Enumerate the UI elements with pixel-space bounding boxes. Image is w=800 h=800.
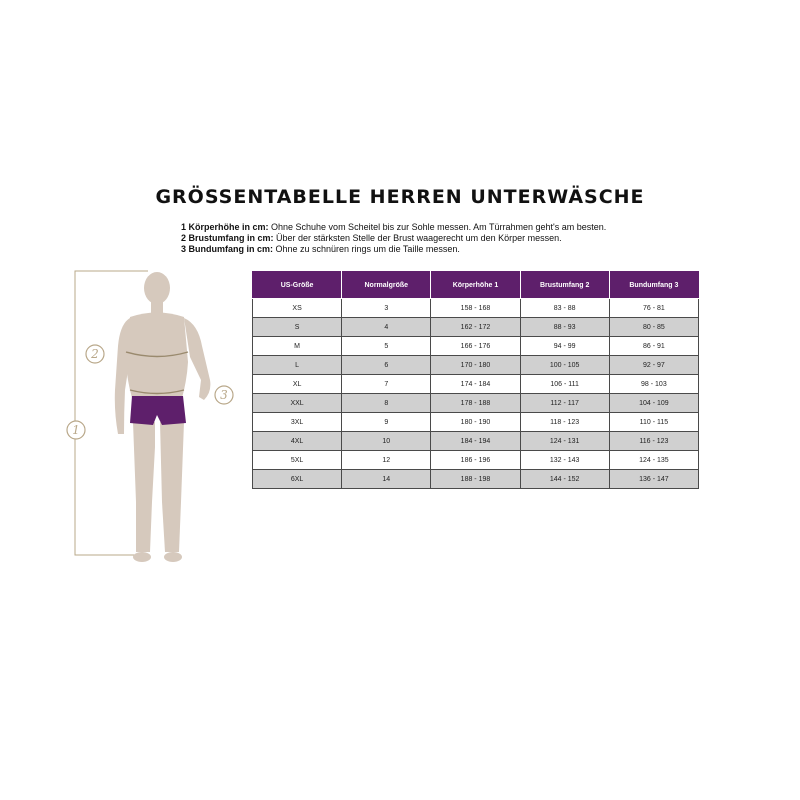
cell-waist: 104 - 109: [609, 394, 698, 413]
cell-body-height: 184 - 194: [431, 432, 520, 451]
man-silhouette-illustration: [60, 262, 250, 572]
column-header-chest: Brustumfang 2: [520, 272, 609, 299]
note-text: Ohne zu schnüren rings um die Taille messen.: [273, 244, 460, 254]
cell-body-height: 166 - 176: [431, 337, 520, 356]
page-title: GRÖSSENTABELLE HERREN UNTERWÄSCHE: [155, 186, 645, 208]
cell-chest: 100 - 105: [520, 356, 609, 375]
column-header-us-size: US-Größe: [253, 272, 342, 299]
note-label: 1 Körperhöhe in cm:: [181, 222, 269, 232]
cell-us-size: L: [253, 356, 342, 375]
size-table: [252, 271, 699, 489]
cell-waist: 80 - 85: [609, 318, 698, 337]
marker-2-label: 2: [91, 347, 99, 361]
cell-waist: 76 - 81: [609, 299, 698, 318]
table-row: [253, 337, 699, 356]
cell-waist: 86 - 91: [609, 337, 698, 356]
marker-3-label: 3: [220, 388, 228, 402]
cell-us-size: 5XL: [253, 451, 342, 470]
cell-us-size: XS: [253, 299, 342, 318]
cell-normal-size: 5: [342, 337, 431, 356]
cell-us-size: XL: [253, 375, 342, 394]
note-text: Über der stärksten Stelle der Brust waagerecht um den Körper messen.: [273, 233, 562, 243]
cell-chest: 132 - 143: [520, 451, 609, 470]
note-body-height: [181, 222, 606, 233]
cell-body-height: 188 - 198: [431, 470, 520, 489]
cell-us-size: M: [253, 337, 342, 356]
cell-chest: 118 - 123: [520, 413, 609, 432]
column-header-waist: Bundumfang 3: [609, 272, 698, 299]
table-header-row: [253, 272, 699, 299]
cell-normal-size: 8: [342, 394, 431, 413]
note-waist: [181, 244, 606, 255]
cell-normal-size: 12: [342, 451, 431, 470]
cell-normal-size: 6: [342, 356, 431, 375]
note-chest: [181, 233, 606, 244]
cell-us-size: 6XL: [253, 470, 342, 489]
cell-waist: 98 - 103: [609, 375, 698, 394]
cell-normal-size: 4: [342, 318, 431, 337]
cell-us-size: 3XL: [253, 413, 342, 432]
cell-waist: 110 - 115: [609, 413, 698, 432]
cell-body-height: 186 - 196: [431, 451, 520, 470]
cell-normal-size: 9: [342, 413, 431, 432]
table-row: [253, 451, 699, 470]
body-measurement-figure: [60, 262, 250, 572]
cell-waist: 116 - 123: [609, 432, 698, 451]
cell-waist: 124 - 135: [609, 451, 698, 470]
table-row: [253, 375, 699, 394]
cell-normal-size: 7: [342, 375, 431, 394]
cell-chest: 144 - 152: [520, 470, 609, 489]
cell-normal-size: 10: [342, 432, 431, 451]
cell-body-height: 180 - 190: [431, 413, 520, 432]
table-row: [253, 394, 699, 413]
table-row: [253, 432, 699, 451]
note-label: 3 Bundumfang in cm:: [181, 244, 273, 254]
cell-body-height: 170 - 180: [431, 356, 520, 375]
cell-chest: 124 - 131: [520, 432, 609, 451]
table-row: [253, 356, 699, 375]
cell-chest: 88 - 93: [520, 318, 609, 337]
cell-us-size: XXL: [253, 394, 342, 413]
table-row: [253, 413, 699, 432]
table-row: [253, 299, 699, 318]
cell-normal-size: 14: [342, 470, 431, 489]
marker-1-label: 1: [72, 423, 80, 437]
table-row: [253, 318, 699, 337]
cell-chest: 83 - 88: [520, 299, 609, 318]
cell-body-height: 158 - 168: [431, 299, 520, 318]
cell-chest: 106 - 111: [520, 375, 609, 394]
cell-us-size: 4XL: [253, 432, 342, 451]
note-label: 2 Brustumfang in cm:: [181, 233, 274, 243]
cell-waist: 136 - 147: [609, 470, 698, 489]
cell-normal-size: 3: [342, 299, 431, 318]
table-row: [253, 470, 699, 489]
cell-body-height: 178 - 188: [431, 394, 520, 413]
cell-chest: 94 - 99: [520, 337, 609, 356]
measurement-notes: [181, 222, 606, 255]
note-text: Ohne Schuhe vom Scheitel bis zur Sohle messen. Am Türrahmen geht's am besten.: [268, 222, 607, 232]
column-header-normal-size: Normalgröße: [342, 272, 431, 299]
cell-chest: 112 - 117: [520, 394, 609, 413]
cell-body-height: 162 - 172: [431, 318, 520, 337]
cell-us-size: S: [253, 318, 342, 337]
cell-waist: 92 - 97: [609, 356, 698, 375]
cell-body-height: 174 - 184: [431, 375, 520, 394]
briefs-shape: [130, 396, 186, 425]
column-header-body-height: Körperhöhe 1: [431, 272, 520, 299]
